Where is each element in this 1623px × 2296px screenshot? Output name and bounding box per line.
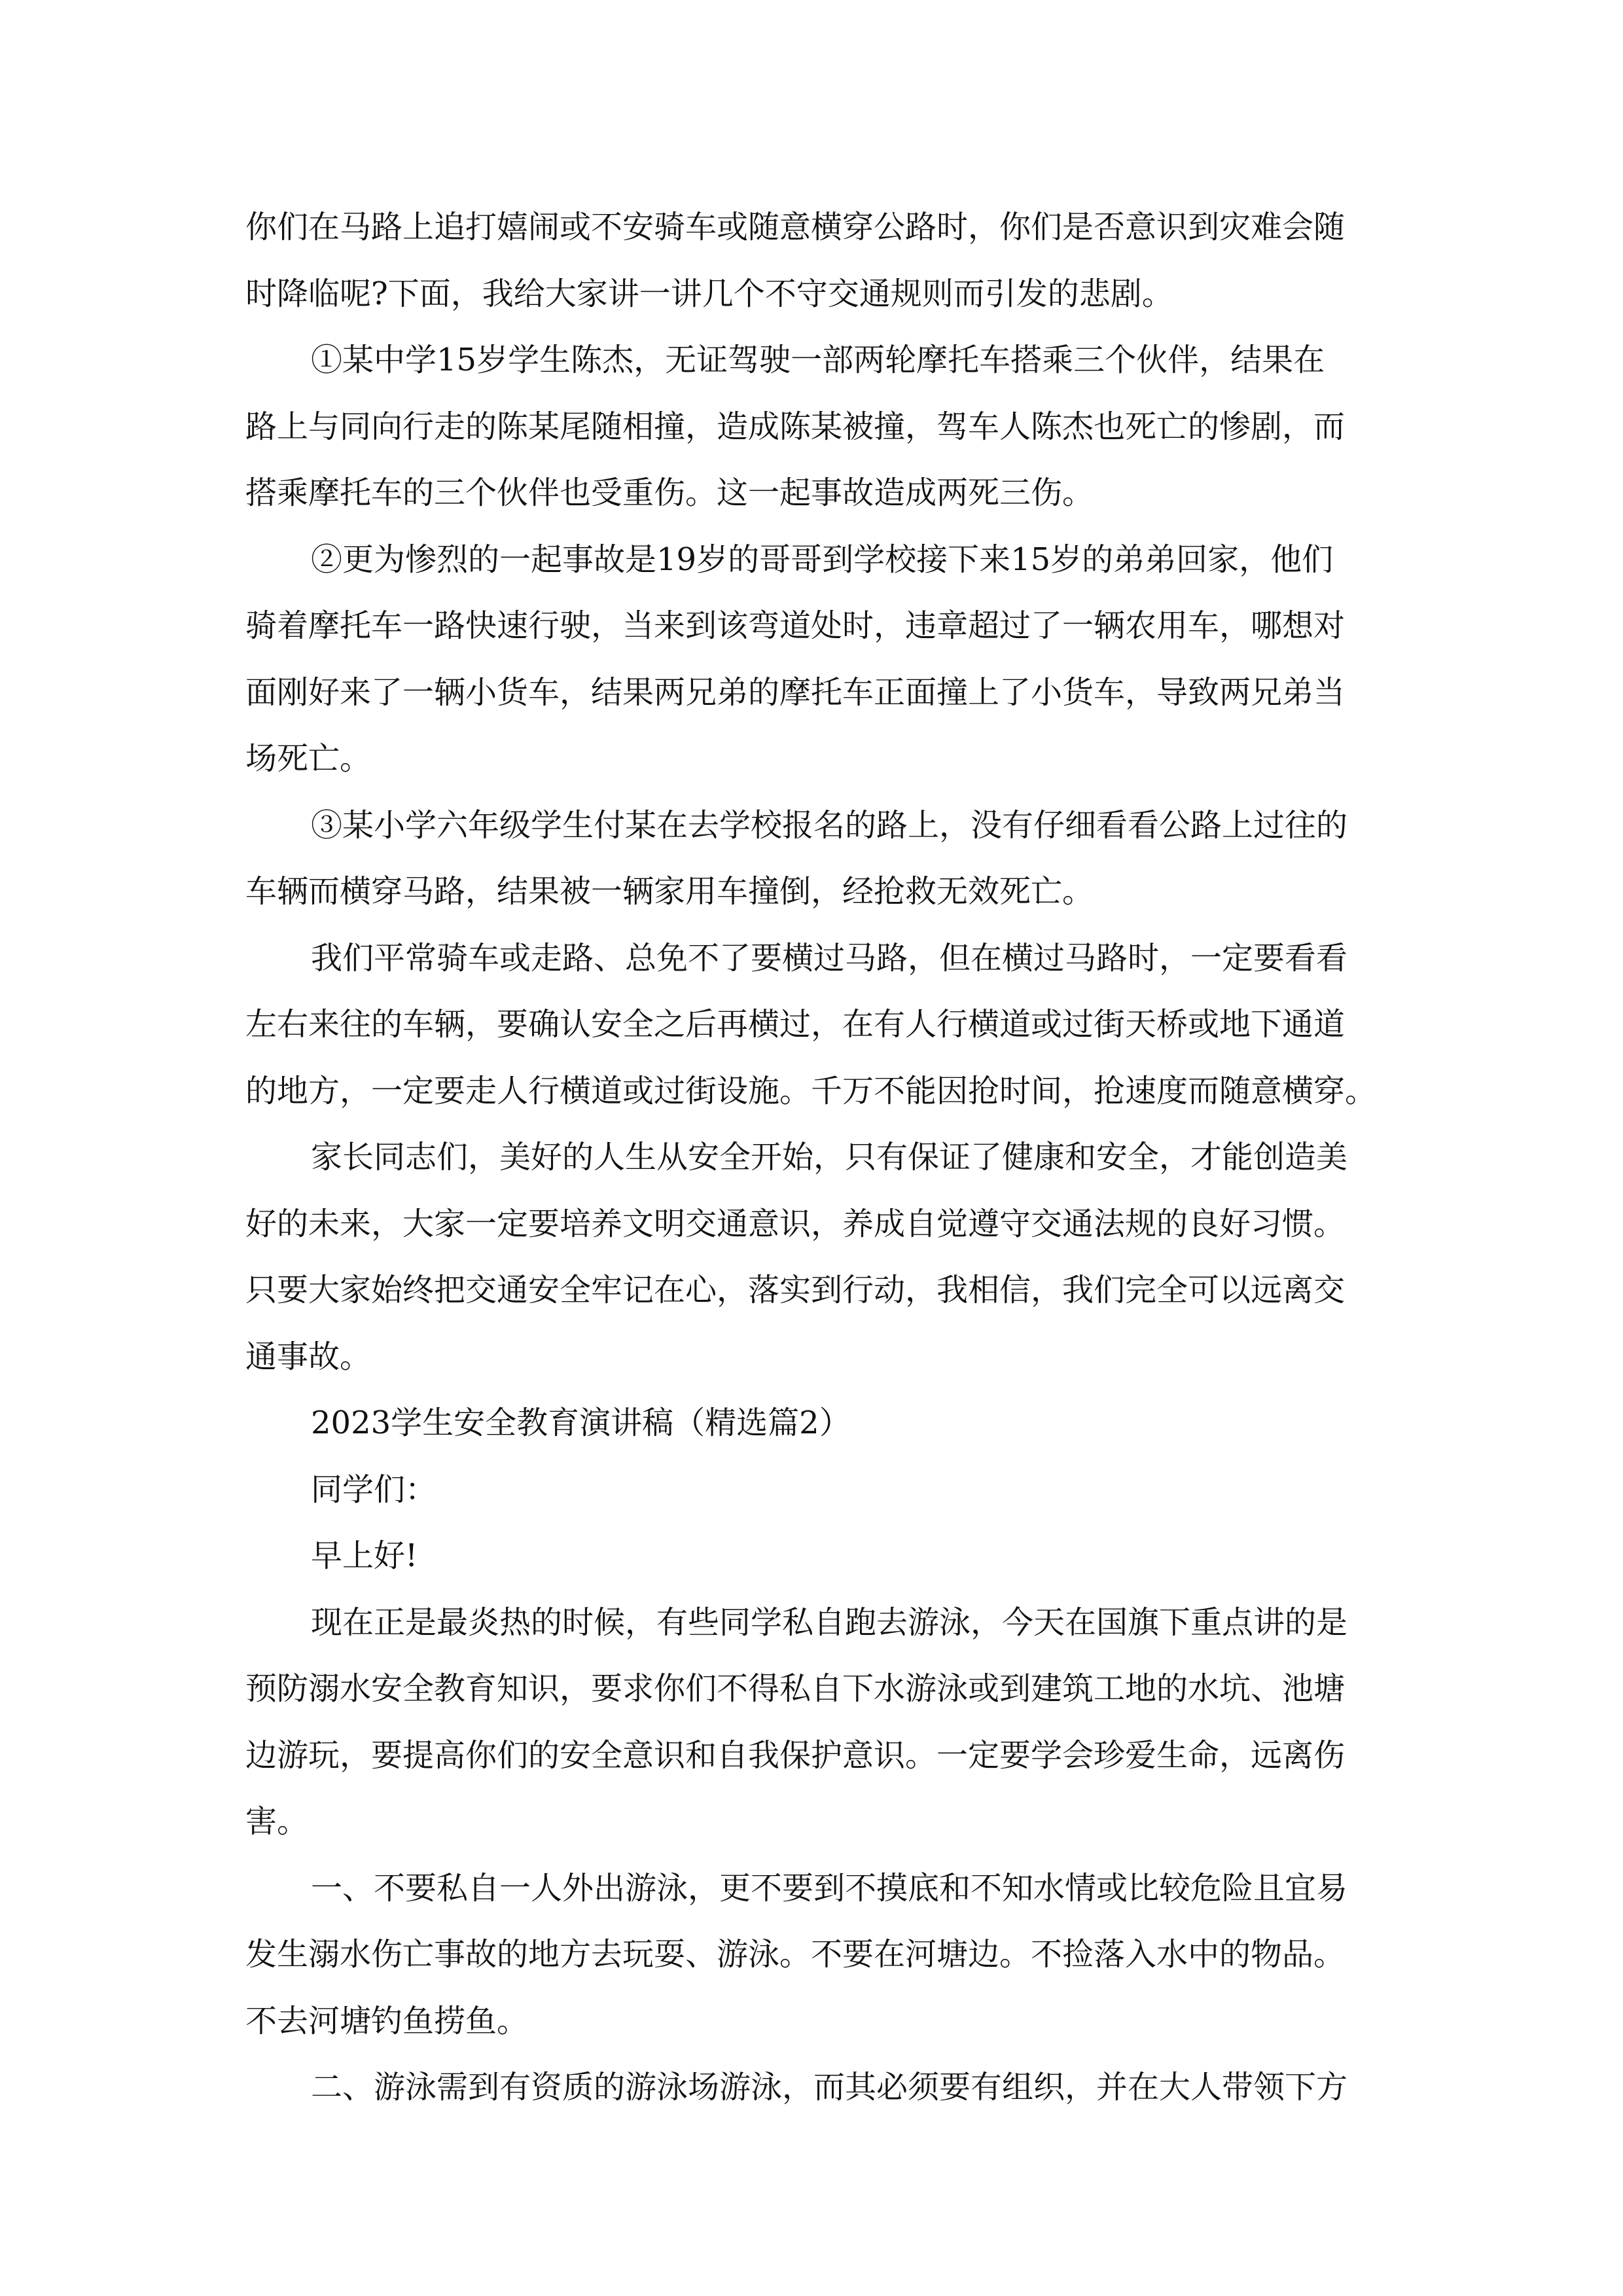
paragraph-line: ③某小学六年级学生付某在去学校报名的路上，没有仔细看看公路上过往的: [311, 807, 1348, 844]
paragraph-line: 场死亡。: [245, 740, 372, 777]
greeting: 早上好!: [311, 1537, 418, 1574]
paragraph-line: 搭乘摩托车的三个伙伴也受重伤。这一起事故造成两死三伤。: [245, 475, 1094, 511]
paragraph-line: 一、不要私自一人外出游泳，更不要到不摸底和不知水情或比较危险且宜易: [311, 1870, 1348, 1907]
paragraph-line: 路上与同向行走的陈某尾随相撞，造成陈某被撞，驾车人陈杰也死亡的惨剧，而: [245, 408, 1346, 445]
paragraph-line: 发生溺水伤亡事故的地方去玩耍、游泳。不要在河塘边。不捡落入水中的物品。: [245, 1936, 1346, 1973]
paragraph-line: 好的未来，大家一定要培养文明交通意识，养成自觉遵守交通法规的良好习惯。: [245, 1206, 1346, 1242]
paragraph-line: 不去河塘钓鱼捞鱼。: [245, 2003, 529, 2039]
paragraph-line: 我们平常骑车或走路、总免不了要横过马路，但在横过马路时，一定要看看: [311, 940, 1348, 977]
paragraph-line: 的地方，一定要走人行横道或过街设施。千万不能因抢时间，抢速度而随意横穿。: [245, 1073, 1377, 1109]
paragraph-line: 骑着摩托车一路快速行驶，当来到该弯道处时，违章超过了一辆农用车，哪想对: [245, 607, 1346, 644]
paragraph-line: ②更为惨烈的一起事故是19岁的哥哥到学校接下来15岁的弟弟回家，他们: [311, 541, 1334, 578]
paragraph-line: 你们在马路上追打嬉闹或不安骑车或随意横穿公路时，你们是否意识到灾难会随: [245, 209, 1346, 245]
paragraph-line: 预防溺水安全教育知识，要求你们不得私自下水游泳或到建筑工地的水坑、池塘: [245, 1670, 1346, 1707]
salutation: 同学们：: [311, 1471, 437, 1508]
paragraph-line: 边游玩，要提高你们的安全意识和自我保护意识。一定要学会珍爱生命，远离伤: [245, 1737, 1346, 1774]
paragraph-line: ①某中学15岁学生陈杰，无证驾驶一部两轮摩托车搭乘三个伙伴，结果在: [311, 342, 1325, 378]
paragraph-line: 害。: [245, 1803, 309, 1840]
paragraph-line: 面刚好来了一辆小货车，结果两兄弟的摩托车正面撞上了小货车，导致两兄弟当: [245, 674, 1346, 711]
paragraph-line: 车辆而横穿马路，结果被一辆家用车撞倒，经抢救无效死亡。: [245, 873, 1094, 910]
paragraph-line: 现在正是最炎热的时候，有些同学私自跑去游泳，今天在国旗下重点讲的是: [311, 1604, 1348, 1641]
paragraph-line: 通事故。: [245, 1338, 372, 1375]
paragraph-line: 家长同志们，美好的人生从安全开始，只有保证了健康和安全，才能创造美: [311, 1139, 1348, 1175]
paragraph-line: 只要大家始终把交通安全牢记在心，落实到行动，我相信，我们完全可以远离交: [245, 1272, 1346, 1308]
paragraph-line: 左右来往的车辆，要确认安全之后再横过，在有人行横道或过街天桥或地下通道: [245, 1006, 1346, 1043]
section-heading: 2023学生安全教育演讲稿（精选篇2）: [311, 1405, 851, 1441]
paragraph-line: 时降临呢?下面，我给大家讲一讲几个不守交通规则而引发的悲剧。: [245, 276, 1173, 312]
paragraph-line: 二、游泳需到有资质的游泳场游泳，而其必须要有组织，并在大人带领下方: [311, 2069, 1348, 2106]
